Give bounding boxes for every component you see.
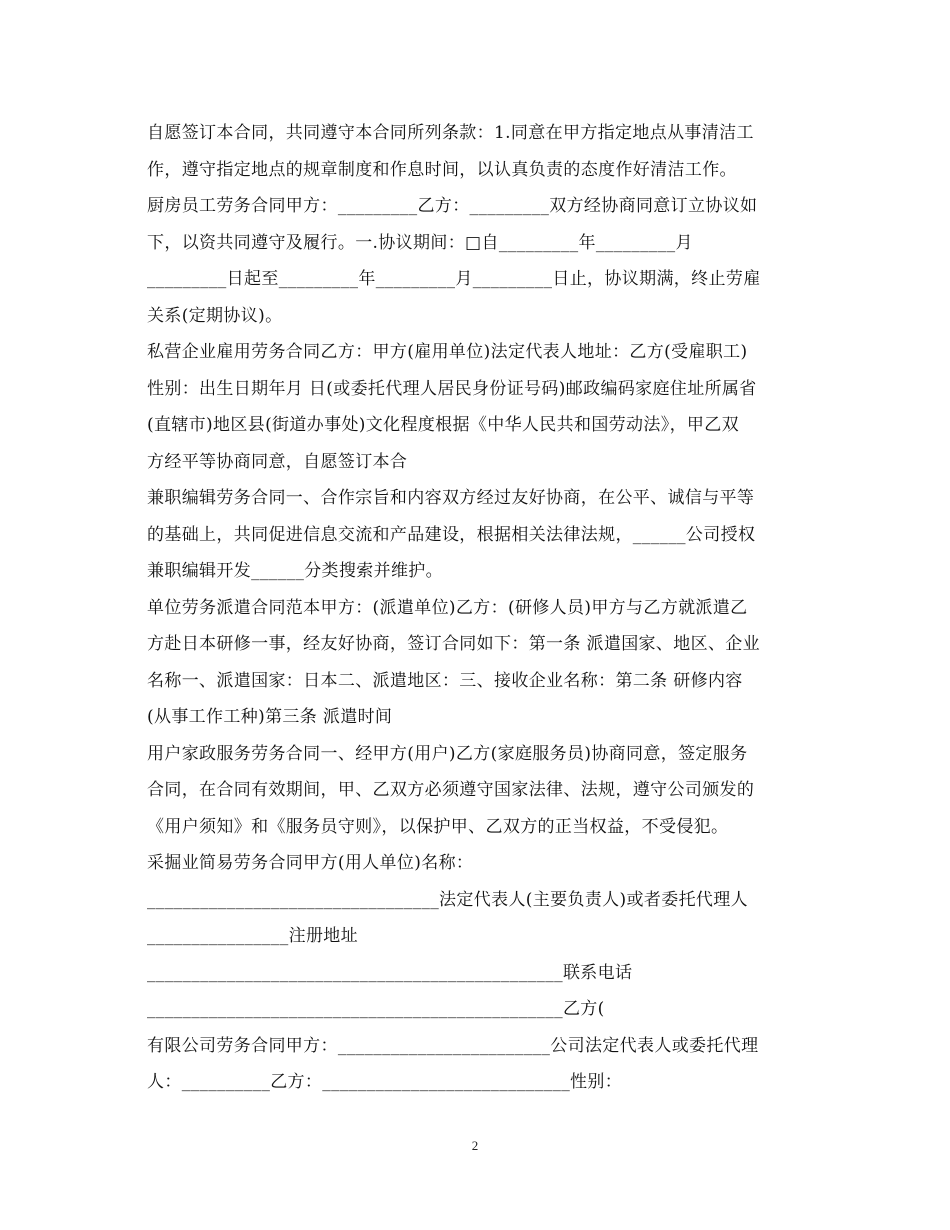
text-line: (从事工作工种)第三条 派遣时间 xyxy=(147,707,393,727)
text-line: 《用户须知》和《服务员守则》，以保护甲、乙双方的正当权益，不受侵犯。 xyxy=(147,816,729,837)
text-line: _______________________________________________乙方( xyxy=(147,999,605,1019)
text-line: 的基础上，共同促进信息交流和产品建设，根据相关法律法规，______公司授权 xyxy=(147,524,756,545)
text-line: 采掘业简易劳务合同甲方(用人单位)名称： xyxy=(147,853,474,873)
page-number: 2 xyxy=(471,1138,479,1153)
text-line: 兼职编辑劳务合同一、合作宗旨和内容双方经过友好协商，在公平、诚信与平等 xyxy=(147,488,755,508)
text-line: 关系(定期协议)。 xyxy=(147,305,283,326)
text-line: 方经平等协商同意，自愿签订本合 xyxy=(147,451,408,472)
text-line: 厨房员工劳务合同甲方：_________乙方：_________双方经协商同意订立协议如 xyxy=(147,196,758,216)
text-line: 方赴日本研修一事，经友好协商，签订合同如下：第一条 派遣国家、地区、企业 xyxy=(147,634,761,654)
text-line: 用户家政服务劳务合同一、经甲方(用户)乙方(家庭服务员)协商同意，签定服务 xyxy=(147,743,748,764)
text-line: ________________注册地址 xyxy=(147,926,358,946)
text-line: 单位劳务派遣合同范本甲方：(派遣单位)乙方：(研修人员)甲方与乙方就派遣乙 xyxy=(147,597,748,618)
text-line: _________日起至_________年_________月_________日止，协议期满，终止劳雇 xyxy=(147,269,761,289)
document-body xyxy=(147,115,812,1101)
text-line: _________________________________法定代表人(主要负责人)或者委托代理人 xyxy=(147,889,748,910)
text-line: 下，以资共同遵守及履行。一.协议期间：□自_________年_________月 xyxy=(147,232,693,253)
text-line: 性别：出生日期年月 日(或委托代理人居民身份证号码)邮政编码家庭住址所属省 xyxy=(147,378,757,399)
text-line: 兼职编辑开发______分类搜索并维护。 xyxy=(147,561,443,581)
text-line: (直辖市)地区县(街道办事处)文化程度根据《中华人民共和国劳动法》，甲乙双 xyxy=(147,415,739,435)
text-line: 人：__________乙方：____________________________性别： xyxy=(147,1072,623,1092)
text-line: 名称一、派遣国家：日本二、派遣地区：三、接收企业名称：第二条 研修内容 xyxy=(147,670,743,691)
text-line: 自愿签订本合同，共同遵守本合同所列条款：1.同意在甲方指定地点从事清洁工 xyxy=(147,123,754,143)
text-line: 私营企业雇用劳务合同乙方：甲方(雇用单位)法定代表人地址：乙方(受雇职工) xyxy=(147,342,748,362)
text-line: 合同，在合同有效期间，甲、乙双方必须遵守国家法律、法规，遵守公司颁发的 xyxy=(147,780,755,800)
text-line: _______________________________________________联系电话 xyxy=(147,962,633,983)
text-line: 有限公司劳务合同甲方：________________________公司法定代表人或委托代理 xyxy=(147,1035,759,1056)
text-line: 作，遵守指定地点的规章制度和作息时间，以认真负责的态度作好清洁工作。 xyxy=(147,159,737,180)
